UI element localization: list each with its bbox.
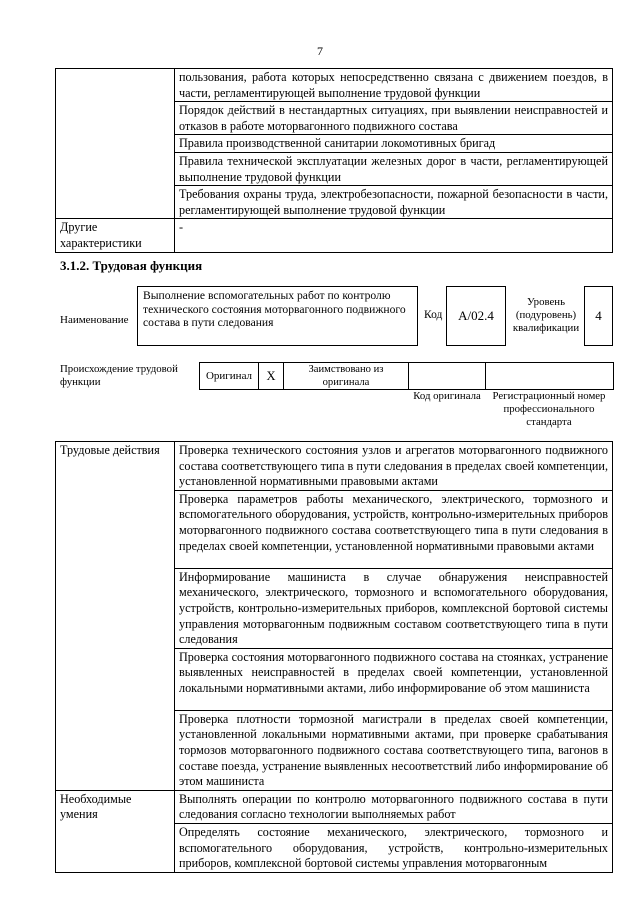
- other-characteristics-value: -: [175, 219, 613, 252]
- labor-action-item: Проверка состояния моторвагонного подвижного состава на стоянках, устранение выявленных неисправностей в пределах своей компетенции, установленной локальными нормативными актами, либо информирование об этом машиниста: [175, 648, 613, 710]
- other-characteristics-label: Другие характеристики: [56, 219, 175, 252]
- knowledge-item: Правила производственной санитарии локомотивных бригад: [175, 135, 613, 153]
- labor-action-item: Проверка плотности тормозной магистрали в пределах своей компетенции, установленной локальными нормативными актами, при проверке срабатывания тормозов моторвагонного подвижного состава соответствующего типа, вагонов в составе поезда, устранение выявленных несоответствий либо информирование об этом машиниста: [175, 710, 613, 790]
- knowledge-table: [55, 68, 613, 253]
- code-box: [446, 286, 506, 346]
- knowledge-item: пользования, работа которых непосредственно связана с движением поездов, в части, регламентирующей выполнение трудовой функции: [175, 69, 613, 102]
- name-label: Наименование: [60, 314, 129, 326]
- labor-action-item: Проверка параметров работы механического, электрического, тормозного и вспомогательного оборудования, устройств, контрольно-измерительных приборов моторвагонного подвижного состава соответствующего типа в пути следования в пределах своей компетенции, установленной нормативными правовыми актами: [175, 490, 613, 568]
- knowledge-item: Порядок действий в нестандартных ситуациях, при выявлении неисправностей и отказов в работе моторвагонного подвижного состава: [175, 102, 613, 135]
- code-original-label: Код оригинала: [413, 390, 481, 402]
- origin-table: [199, 362, 614, 390]
- code-original-cell: [409, 363, 486, 390]
- skill-item: Выполнять операции по контролю моторвагонного подвижного состава в пути следования согласно технологии выполняемых работ: [175, 790, 613, 823]
- knowledge-item: Правила технической эксплуатации железных дорог в части, регламентирующей выполнение трудовой функции: [175, 152, 613, 185]
- original-label: Оригинал: [200, 363, 259, 390]
- page-number: 7: [317, 44, 323, 58]
- original-mark: X: [259, 363, 284, 390]
- labor-action-item: Информирование машиниста в случае обнаружения неисправностей механического, электрического, тормозного и вспомогательного оборудования, устройств, контрольно-измерительных приборов, комплексной бортовой системы управления моторвагонным подвижным составом соответствующего типа в пути следования: [175, 568, 613, 648]
- origin-label: Происхождение трудовой функции: [60, 363, 178, 388]
- code-label: Код: [424, 309, 443, 321]
- skills-label: Необходимые умения: [56, 790, 175, 872]
- empty-label-cell: [56, 69, 175, 219]
- level-box: [584, 286, 613, 346]
- section-heading: 3.1.2. Трудовая функция: [60, 258, 203, 273]
- borrowed-label: Заимствовано из оригинала: [284, 363, 409, 390]
- function-name: Выполнение вспомогательных работ по контролю технического состояния моторвагонного подвижного состава в пути следования: [143, 289, 406, 330]
- labor-action-item: Проверка технического состояния узлов и агрегатов моторвагонного подвижного состава соответствующего типа в пути следования в пределах своей компетенции, установленной нормативными правовыми актами: [175, 442, 613, 491]
- level-label: Уровень (подуровень) квалификации: [512, 296, 580, 334]
- knowledge-item: Требования охраны труда, электробезопасности, пожарной безопасности в части, регламентирующей выполнение трудовой функции: [175, 186, 613, 219]
- reg-number-cell: [486, 363, 614, 390]
- level-value: 4: [595, 308, 602, 323]
- function-name-box: [137, 286, 418, 346]
- reg-number-label: Регистрационный номер профессионального стандарта: [492, 390, 606, 428]
- main-table: [55, 441, 613, 873]
- skill-item: Определять состояние механического, электрического, тормозного и вспомогательного оборудования, устройств, контрольно-измерительных приборов, комплексной бортовой системы управления моторвагонным: [175, 823, 613, 872]
- code-value: А/02.4: [458, 308, 494, 323]
- labor-actions-label: Трудовые действия: [56, 442, 175, 791]
